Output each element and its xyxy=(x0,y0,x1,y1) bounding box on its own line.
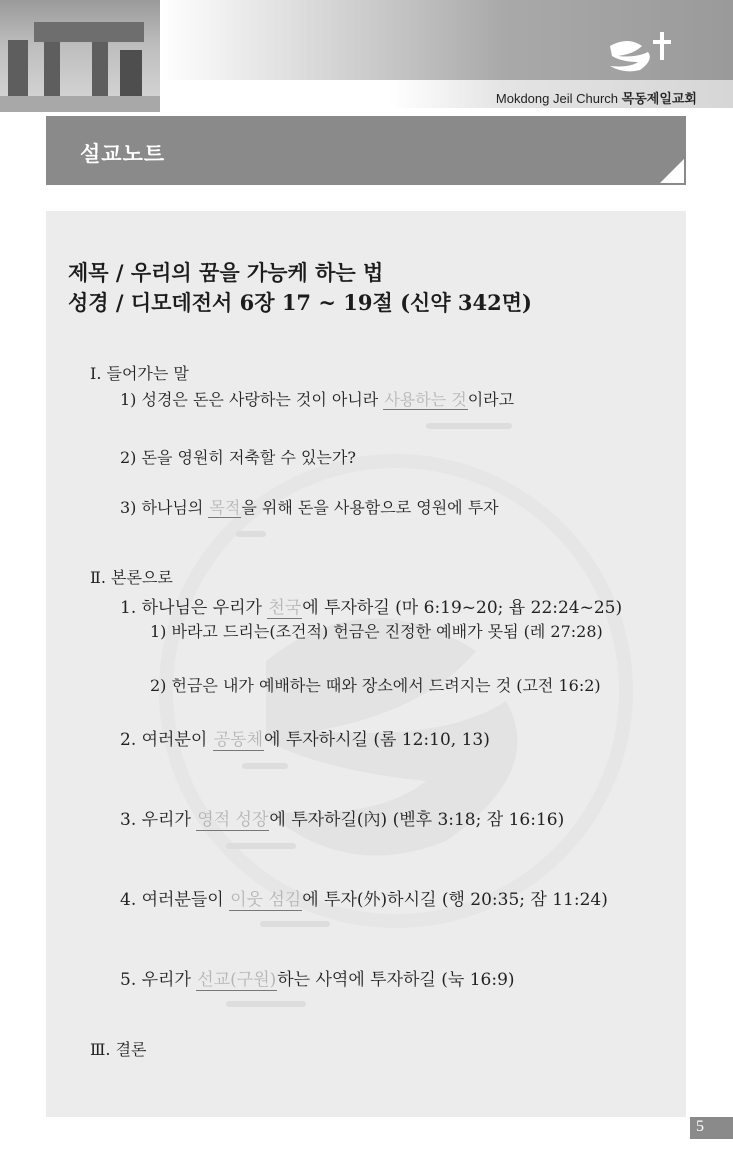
church-name-kr: 목동제일교회 xyxy=(621,91,697,106)
text: 에 투자하시길 (롬 12:10, 13) xyxy=(264,730,490,750)
page-number-divider xyxy=(686,1117,690,1139)
faded-mark xyxy=(260,921,330,927)
header-photo xyxy=(0,0,160,112)
church-logo-icon xyxy=(604,26,684,74)
page-number-label: 5 xyxy=(696,1118,704,1135)
point-1-2: 2) 돈을 영원히 저축할 수 있는가? xyxy=(120,448,356,467)
point-2-1-sub-1: 1) 바라고 드리는(조건적) 헌금은 진정한 예배가 못됨 (레 27:28) xyxy=(150,622,603,641)
point-2-5 xyxy=(120,965,515,990)
church-name xyxy=(496,88,697,107)
faded-mark xyxy=(242,763,288,769)
sermon-scripture: 성경 / 디모데전서 6장 17 ~ 19절 (신약 342면) xyxy=(68,290,532,315)
point-2-1 xyxy=(120,593,622,618)
text: 3. 우리가 xyxy=(120,810,197,830)
fill-blank: 이웃 섬김 xyxy=(230,890,302,910)
fill-blank: 영적 성장 xyxy=(197,810,269,830)
section-1-heading: Ⅰ. 들어가는 말 xyxy=(90,364,189,383)
fill-blank: 천국 xyxy=(268,598,302,618)
text: 1) 성경은 돈은 사랑하는 것이 아니라 xyxy=(120,390,384,409)
text: 이라고 xyxy=(467,390,515,409)
church-name-en: Mokdong Jeil Church xyxy=(495,91,619,106)
sermon-note-panel xyxy=(46,211,686,1117)
point-2-3 xyxy=(120,805,564,830)
section-3-heading: Ⅲ. 결론 xyxy=(90,1040,147,1059)
faded-mark xyxy=(226,843,296,849)
section-2-heading: Ⅱ. 본론으로 xyxy=(90,568,173,587)
point-2-1-sub-2: 2) 헌금은 내가 예배하는 때와 장소에서 드려지는 것 (고전 16:2) xyxy=(150,676,601,695)
sermon-title: 제목 / 우리의 꿈을 가능케 하는 법 xyxy=(68,260,384,285)
fill-blank: 목적 xyxy=(209,498,241,517)
text: 2. 여러분이 xyxy=(120,730,213,750)
faded-mark xyxy=(236,531,266,537)
text: 1. 하나님은 우리가 xyxy=(120,598,268,618)
title-bar xyxy=(46,116,686,185)
section-title: 설교노트 xyxy=(80,142,166,166)
point-1-1 xyxy=(120,387,514,410)
faded-mark xyxy=(426,423,512,429)
point-2-4 xyxy=(120,885,608,910)
point-2-2 xyxy=(120,725,490,750)
text: 에 투자(外)하시길 (행 20:35; 잠 11:24) xyxy=(302,890,608,910)
corner-fold-icon xyxy=(660,159,684,183)
text: 4. 여러분들이 xyxy=(120,890,230,910)
text: 에 투자하길(內) (벧후 3:18; 잠 16:16) xyxy=(269,810,565,830)
fill-blank: 선교(구원) xyxy=(197,970,277,990)
text: 에 투자하길 (마 6:19~20; 욥 22:24~25) xyxy=(302,598,623,618)
page-number xyxy=(686,1117,733,1139)
fill-blank: 사용하는 것 xyxy=(384,390,467,409)
text: 을 위해 돈을 사용함으로 영원에 투자 xyxy=(241,498,499,517)
text: 3) 하나님의 xyxy=(120,498,209,517)
text: 5. 우리가 xyxy=(120,970,197,990)
faded-mark xyxy=(226,1001,306,1007)
fill-blank: 공동체 xyxy=(213,730,263,750)
point-1-3 xyxy=(120,495,499,518)
text: 하는 사역에 투자하길 (눅 16:9) xyxy=(277,970,515,990)
